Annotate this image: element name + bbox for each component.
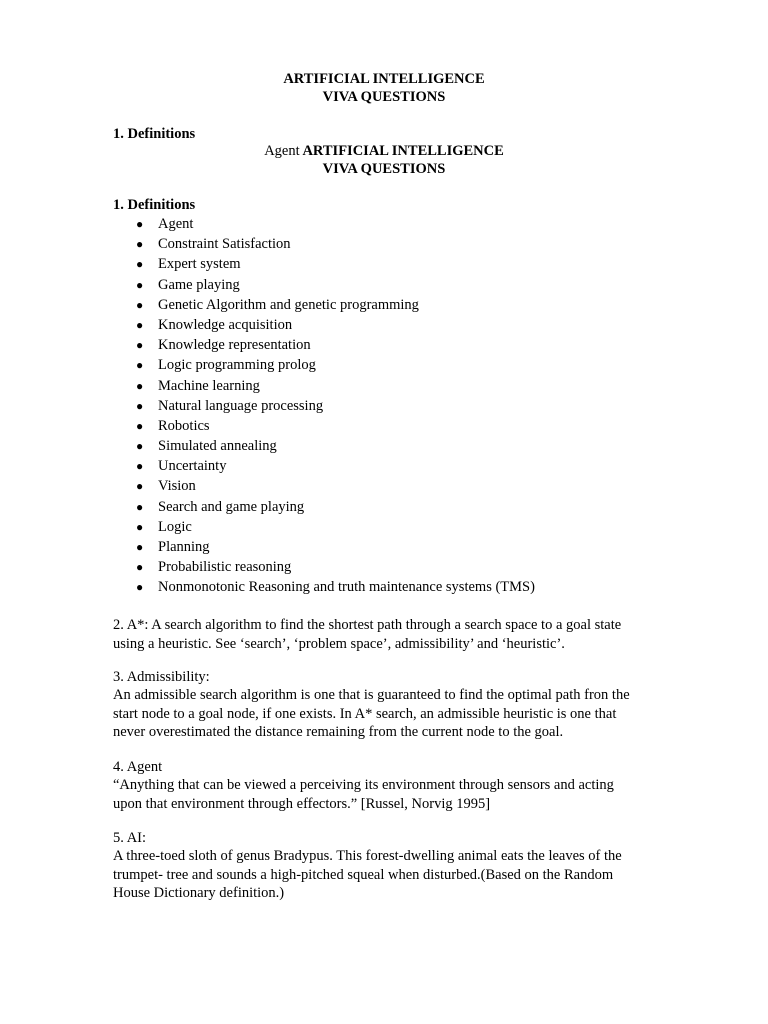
repeated-title-main: ARTIFICIAL INTELLIGENCE [302, 143, 504, 159]
list-item: ● Logic programming prolog [113, 355, 535, 375]
list-item: ● Logic [113, 517, 535, 537]
list-item: ● Planning [113, 537, 535, 557]
bullet-icon: ● [136, 418, 144, 433]
title-prefix: Agent [264, 143, 300, 159]
bullet-icon: ● [136, 560, 144, 575]
admissibility-heading: 3. Admissibility: [113, 669, 210, 685]
bullet-icon: ● [136, 297, 144, 312]
list-item: ● Knowledge acquisition [113, 315, 535, 335]
list-item: ● Probabilistic reasoning [113, 557, 535, 577]
list-item: ● Vision [113, 476, 535, 496]
title-line-2: VIVA QUESTIONS [322, 89, 446, 105]
bullet-icon: ● [136, 540, 144, 554]
agent-heading: 4. Agent [113, 759, 163, 775]
ai-heading: 5. AI: [113, 830, 147, 846]
agent-paragraph: “Anything that can be viewed a perceiving its environment through sensors and acting upon that environment through effectors.” [Russel, Norvig 1995] [113, 777, 614, 812]
list-item: ● Nonmonotonic Reasoning and truth maintenance systems (TMS) [113, 577, 535, 597]
list-item: ● Robotics [113, 416, 535, 436]
bullet-icon: ● [136, 499, 144, 514]
repeated-document-title [0, 142, 768, 178]
section-heading-definitions-repeat: 1. Definitions [113, 197, 196, 213]
bullet-icon: ● [136, 378, 144, 393]
bullet-icon: ● [136, 338, 144, 353]
bullet-icon: ● [136, 580, 144, 595]
document-title [0, 70, 768, 106]
bullet-icon: ● [136, 257, 144, 272]
bullet-icon: ● [136, 459, 144, 474]
list-item: ● Knowledge representation [113, 335, 535, 355]
list-item: ● Simulated annealing [113, 436, 535, 456]
list-item: ● Constraint Satisfaction [113, 234, 535, 254]
repeated-title-line-1 [0, 142, 768, 160]
section-heading-definitions: 1. Definitions [113, 126, 196, 142]
list-item: ● Machine learning [113, 376, 535, 396]
list-item: ● Expert system [113, 254, 535, 274]
list-item: ● Uncertainty [113, 456, 535, 476]
ai-paragraph: A three-toed sloth of genus Bradypus. This forest-dwelling animal eats the leaves of the trumpet- tree and sounds a high-pitched squeal when disturbed.(Based on the Random House Dictionary definition.) [113, 848, 622, 901]
bullet-icon: ● [136, 439, 144, 454]
list-item: ● Agent [113, 214, 535, 234]
list-item: ● Natural language processing [113, 396, 535, 416]
bullet-icon: ● [136, 479, 144, 494]
bullet-icon: ● [136, 317, 144, 332]
bullet-icon: ● [136, 358, 144, 373]
bullet-icon: ● [136, 519, 144, 534]
repeated-title-line-2: VIVA QUESTIONS [322, 161, 446, 177]
definitions-list [113, 214, 535, 598]
bullet-icon: ● [136, 217, 144, 231]
bullet-icon: ● [136, 277, 144, 292]
list-item: ● Genetic Algorithm and genetic programming [113, 295, 535, 315]
list-item: ● Game playing [113, 275, 535, 295]
admissibility-paragraph: An admissible search algorithm is one that is guaranteed to find the optimal path fron the start node to a goal node, if one exists. In A* search, an admissible heuristic is one that never overestimated the distance remaining from the current node to the goal. [113, 687, 630, 740]
bullet-icon: ● [136, 398, 144, 413]
list-item: ● Search and game playing [113, 497, 535, 517]
title-line-1: ARTIFICIAL INTELLIGENCE [283, 71, 485, 87]
astar-paragraph: 2. A*: A search algorithm to find the shortest path through a search space to a goal state using a heuristic. See ‘search’, ‘problem space’, admissibility’ and ‘heuristic’. [113, 617, 622, 652]
bullet-icon: ● [136, 237, 144, 252]
